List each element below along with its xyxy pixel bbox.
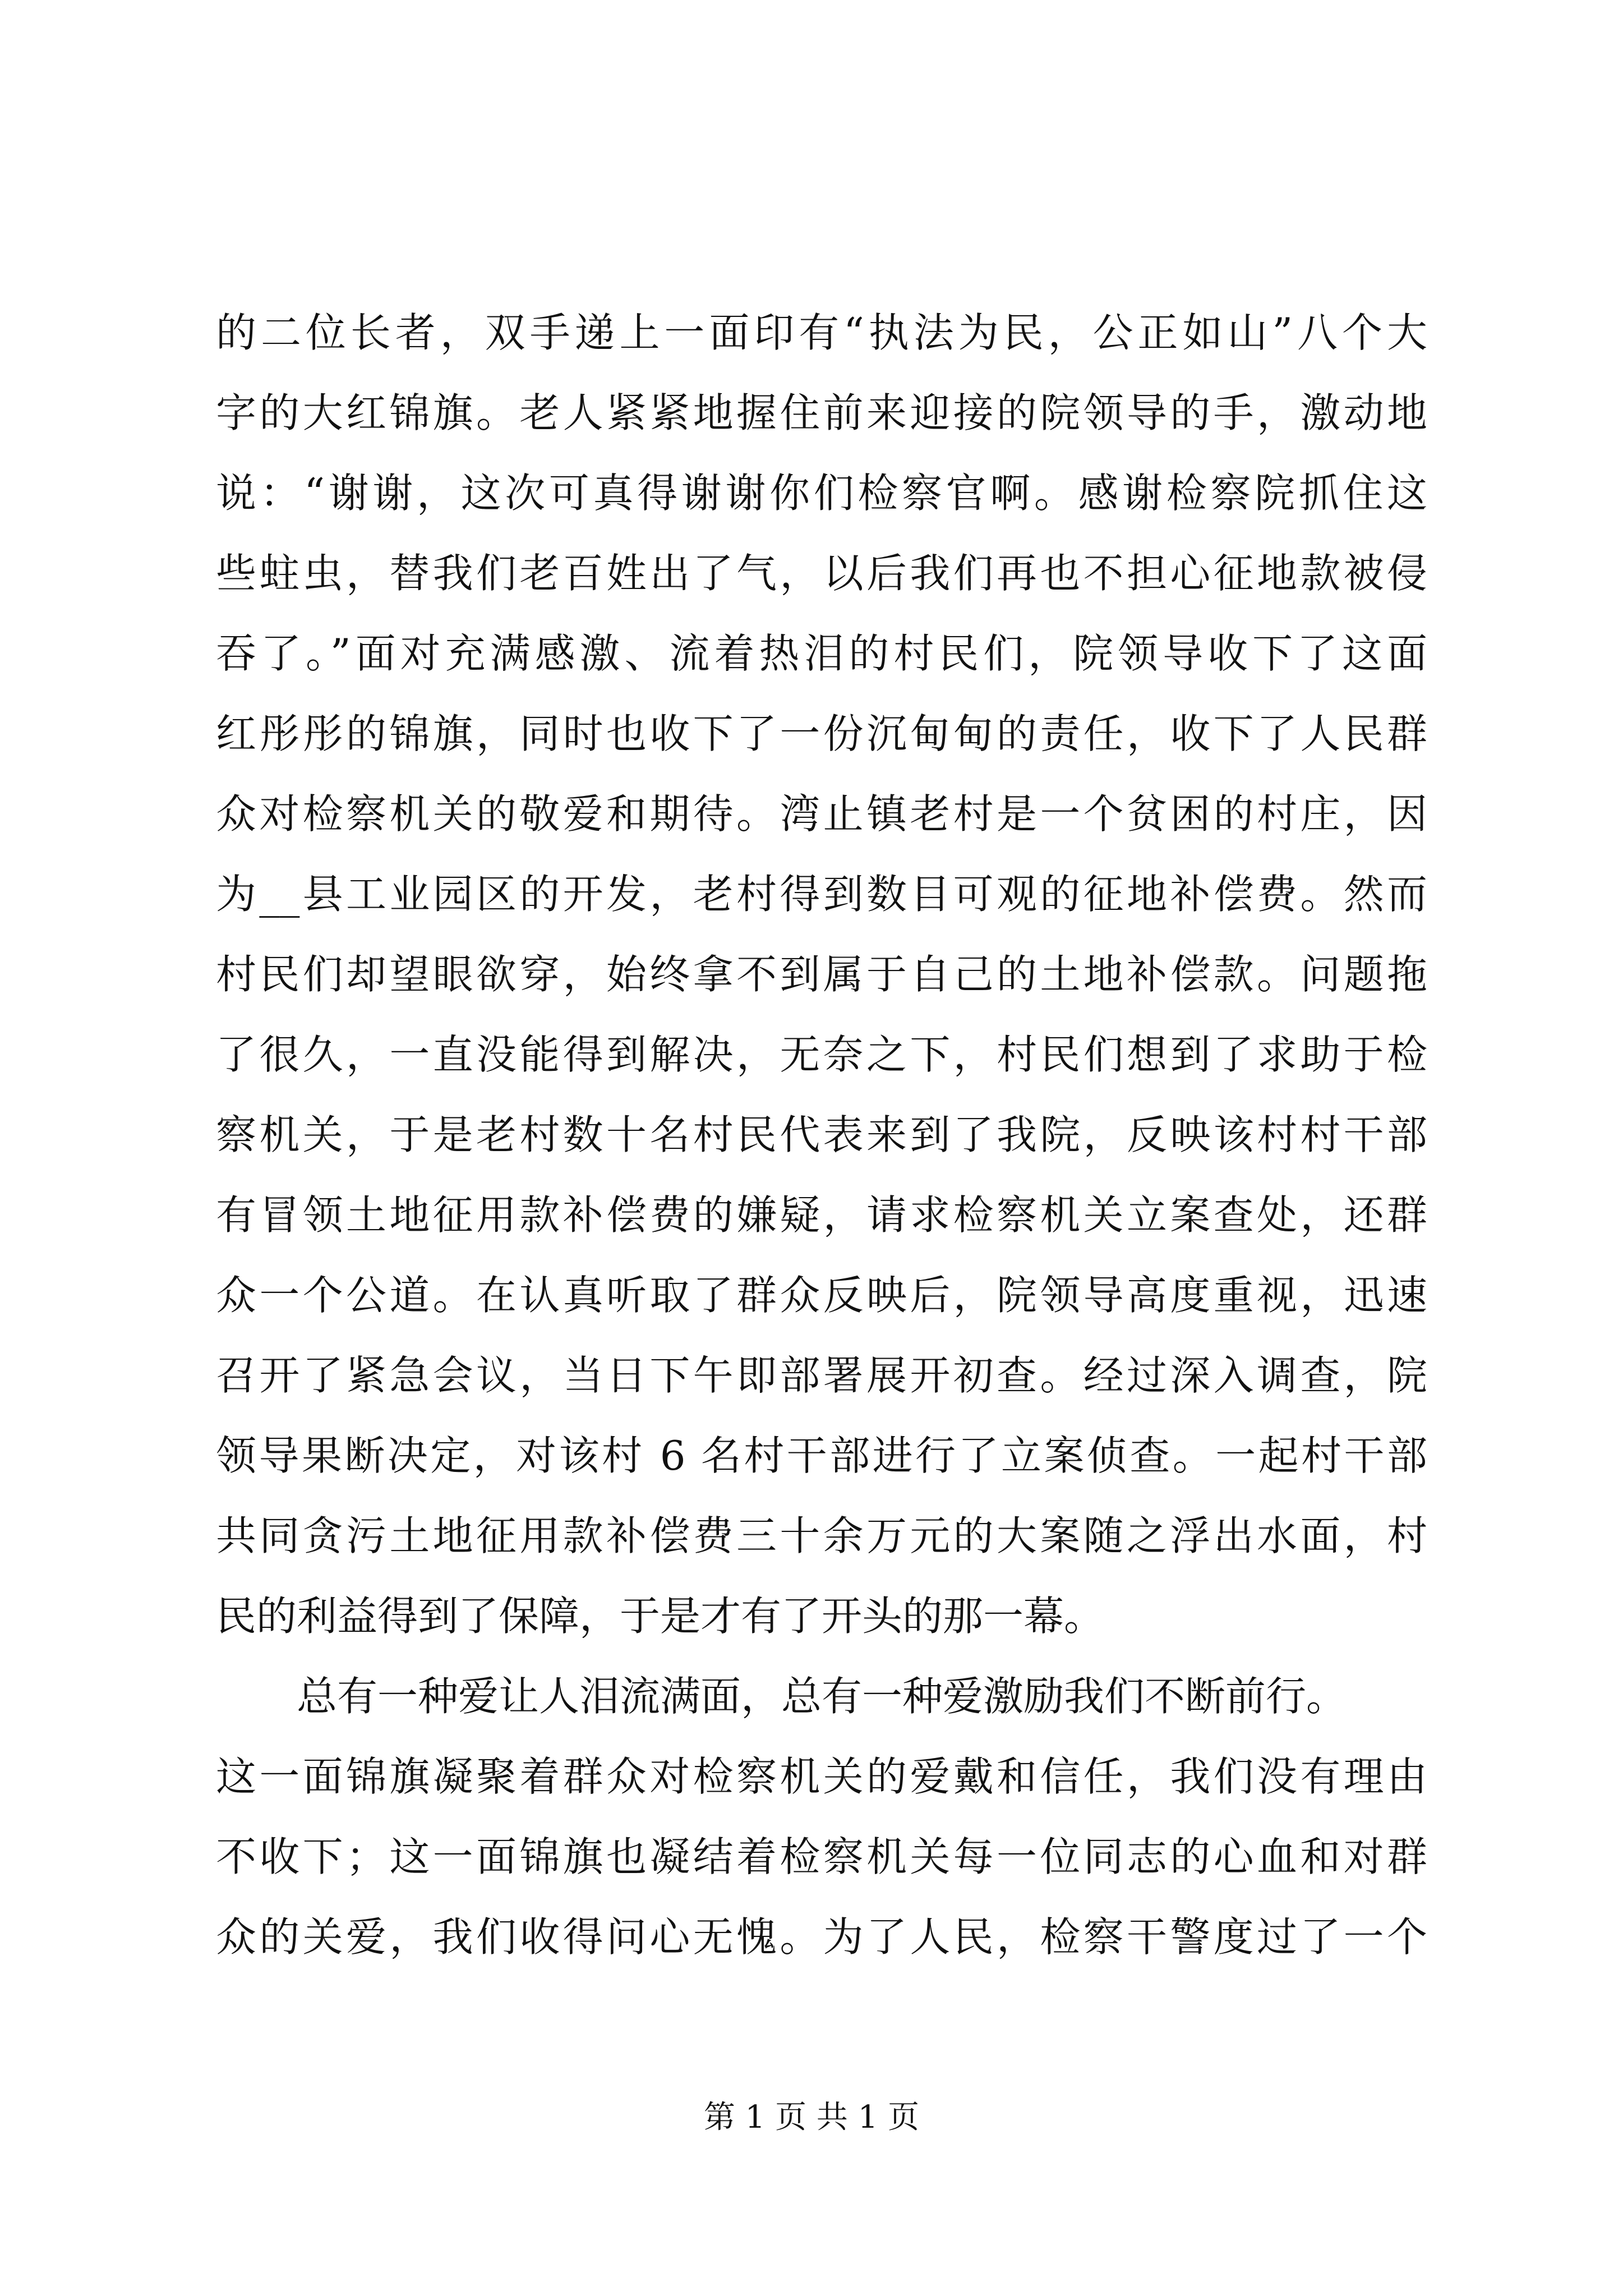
page-footer: 第 1 页 共 1 页 bbox=[703, 2099, 920, 2136]
text-line: 了很久，一直没能得到解决，无奈之下，村民们想到了求助于检 bbox=[216, 1031, 1427, 1078]
text-line: 的二位长者，双手递上一面印有“执法为民，公正如山”八个大 bbox=[216, 309, 1427, 356]
text-line: 众一个公道。在认真听取了群众反映后，院领导高度重视，迅速 bbox=[216, 1272, 1427, 1319]
text-line: 红彤彤的锦旗，同时也收下了一份沉甸甸的责任，收下了人民群 bbox=[216, 710, 1427, 757]
text-line: 这一面锦旗凝聚着群众对检察机关的爱戴和信任，我们没有理由 bbox=[216, 1753, 1427, 1800]
document-body bbox=[216, 293, 1427, 1977]
text-line: 字的大红锦旗。老人紧紧地握住前来迎接的院领导的手，激动地 bbox=[216, 389, 1427, 436]
text-line: 众对检察机关的敬爱和期待。湾止镇老村是一个贫困的村庄，因 bbox=[216, 790, 1427, 838]
text-line: 领导果断决定，对该村 6 名村干部进行了立案侦查。一起村干部 bbox=[216, 1432, 1427, 1479]
text-line: 民的利益得到了保障，于是才有了开头的那一幕。 bbox=[216, 1593, 1105, 1640]
text-line: 村民们却望眼欲穿，始终拿不到属于自己的土地补偿款。问题拖 bbox=[216, 951, 1427, 998]
text-line: 不收下；这一面锦旗也凝结着检察机关每一位同志的心血和对群 bbox=[216, 1833, 1427, 1880]
text-line: 些蛀虫，替我们老百姓出了气，以后我们再也不担心征地款被侵 bbox=[216, 550, 1427, 597]
text-line: 说：“谢谢，这次可真得谢谢你们检察官啊。感谢检察院抓住这 bbox=[216, 470, 1427, 517]
text-line: 共同贪污土地征用款补偿费三十余万元的大案随之浮出水面，村 bbox=[216, 1512, 1427, 1559]
text-line: 为__县工业园区的开发，老村得到数目可观的征地补偿费。然而 bbox=[216, 871, 1427, 918]
text-line: 吞了。”面对充满感激、流着热泪的村民们，院领导收下了这面 bbox=[216, 630, 1427, 677]
text-line: 众的关爱，我们收得问心无愧。为了人民，检察干警度过了一个 bbox=[216, 1913, 1427, 1961]
text-line: 有冒领土地征用款补偿费的嫌疑，请求检察机关立案查处，还群 bbox=[216, 1191, 1427, 1239]
paragraph-start-line: 总有一种爱让人泪流满面，总有一种爱激励我们不断前行。 bbox=[297, 1673, 1347, 1720]
text-line: 召开了紧急会议，当日下午即部署展开初查。经过深入调查，院 bbox=[216, 1352, 1427, 1399]
text-line: 察机关，于是老村数十名村民代表来到了我院，反映该村村干部 bbox=[216, 1111, 1427, 1158]
